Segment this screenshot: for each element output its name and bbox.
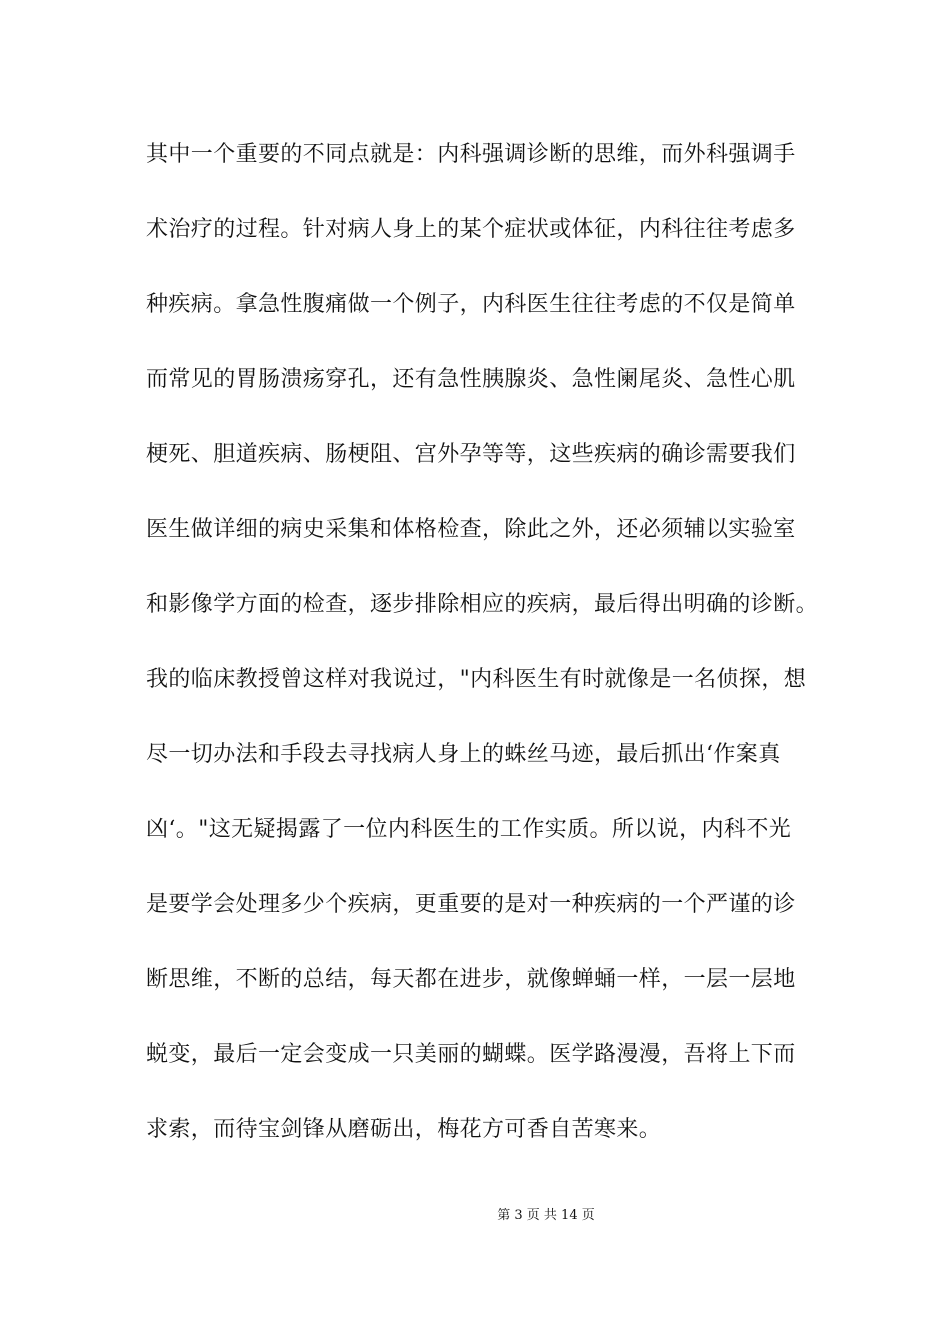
text-line: 蜕变，最后一定会变成一只美丽的蝴蝶。医学路漫漫，吾将上下而 [146,1042,796,1067]
text-line: 断思维，不断的总结，每天都在进步，就像蝉蛹一样，一层一层地 [146,967,796,992]
text-line: 医生做详细的病史采集和体格检查，除此之外，还必须辅以实验室 [146,517,796,542]
text-line: 和影像学方面的检查，逐步排除相应的疾病，最后得出明确的诊断。 [146,592,819,617]
page-number-footer: 第 3 页 共 14 页 [497,1208,595,1223]
text-line: 凶‘。"这无疑揭露了一位内科医生的工作实质。所以说，内科不光 [146,817,792,842]
text-line: 术治疗的过程。针对病人身上的某个症状或体征，内科往往考虑多 [146,217,796,242]
text-line: 而常见的胃肠溃疡穿孔，还有急性胰腺炎、急性阑尾炎、急性心肌 [146,367,796,392]
text-line: 我的临床教授曾这样对我说过，"内科医生有时就像是一名侦探，想 [146,667,807,692]
text-line: 种疾病。拿急性腹痛做一个例子，内科医生往往考虑的不仅是简单 [146,292,796,317]
text-line: 是要学会处理多少个疾病，更重要的是对一种疾病的一个严谨的诊 [146,892,796,917]
text-line: 求索，而待宝剑锋从磨砺出，梅花方可香自苦寒来。 [146,1117,662,1142]
body-text [146,140,826,1190]
text-line: 梗死、胆道疾病、肠梗阻、宫外孕等等，这些疾病的确诊需要我们 [146,442,796,467]
text-line: 尽一切办法和手段去寻找病人身上的蛛丝马迹，最后抓出‘作案真 [146,742,781,767]
text-line: 其中一个重要的不同点就是：内科强调诊断的思维，而外科强调手 [146,142,796,167]
